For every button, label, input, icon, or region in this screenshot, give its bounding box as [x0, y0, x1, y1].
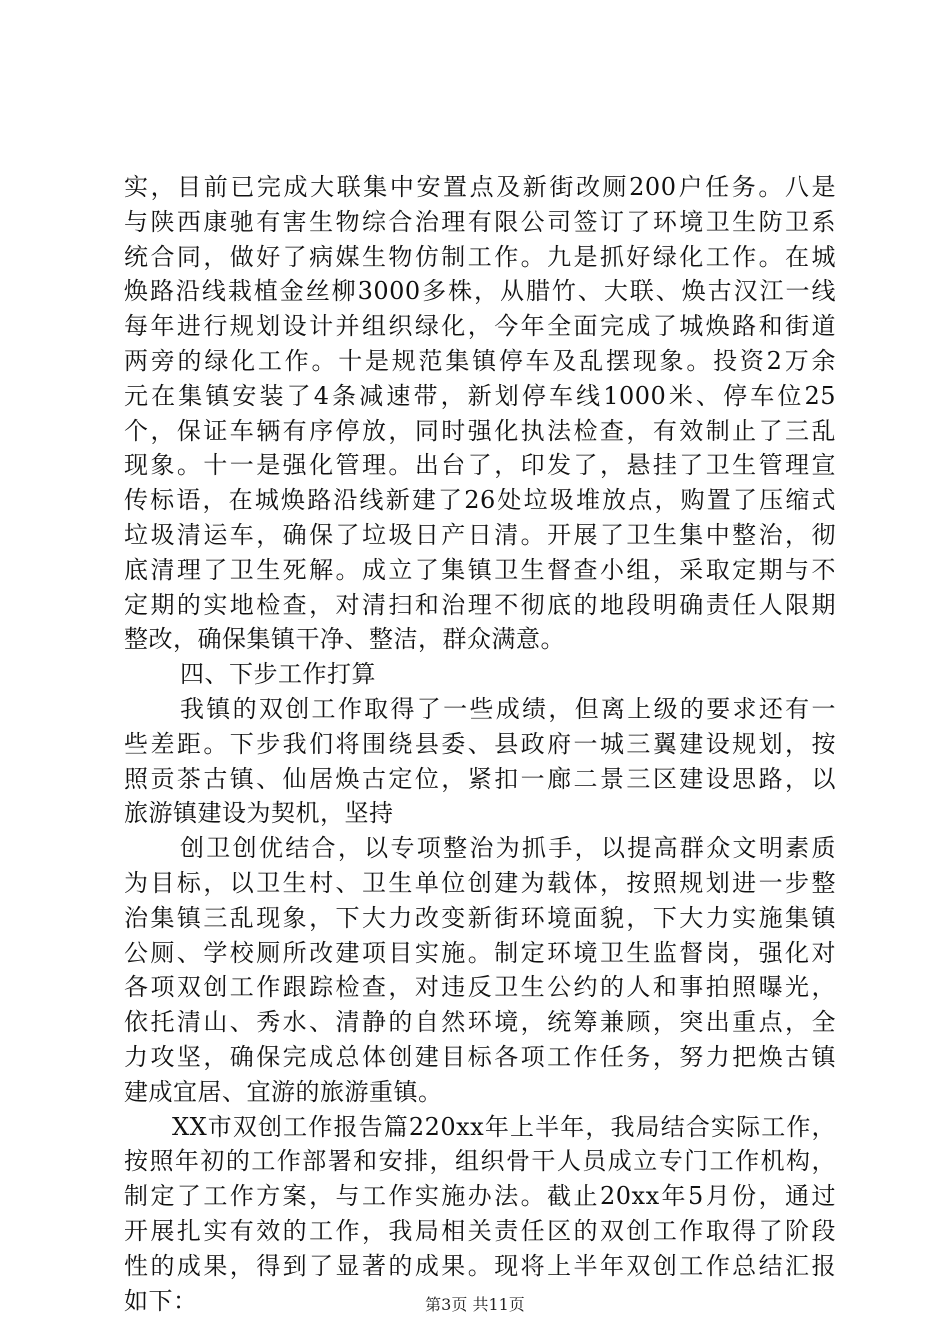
section-heading: 四、下步工作打算: [180, 660, 376, 689]
text-line: 为目标，以卫生村、卫生单位创建为载体，按照规划进一步整: [124, 868, 836, 897]
text-line: 各项双创工作跟踪检查，对违反卫生公约的人和事拍照曝光，: [124, 973, 836, 1002]
text-line: 开展扎实有效的工作，我局相关责任区的双创工作取得了阶段: [124, 1216, 836, 1245]
text-line: 垃圾清运车，确保了垃圾日产日清。开展了卫生集中整治，彻: [124, 520, 836, 549]
text-line: 建成宜居、宜游的旅游重镇。: [124, 1077, 443, 1106]
text-line: 个，保证车辆有序停放，同时强化执法检查，有效制止了三乱: [124, 416, 836, 445]
text-line: 治集镇三乱现象，下大力改变新街环境面貌，下大力实施集镇: [124, 903, 836, 932]
text-line: 依托清山、秀水、清静的自然环境，统筹兼顾，突出重点，全: [124, 1008, 836, 1037]
text-line: 我镇的双创工作取得了一些成绩，但离上级的要求还有一: [180, 694, 836, 723]
text-line: 焕路沿线栽植金丝柳3000多株，从腊竹、大联、焕古汉江一线: [124, 277, 836, 306]
text-line: 定期的实地检查，对清扫和治理不彻底的地段明确责任人限期: [124, 590, 836, 619]
page-number-footer: 第3页 共11页: [425, 1295, 525, 1314]
text-line: 整改，确保集镇干净、整洁，群众满意。: [124, 625, 565, 654]
document-body: [124, 170, 836, 1318]
text-line: 实，目前已完成大联集中安置点及新街改厕200户任务。八是: [124, 173, 836, 201]
text-line: 与陕西康驰有害生物综合治理有限公司签订了环境卫生防卫系: [124, 207, 836, 236]
text-line: 现象。十一是强化管理。出台了，印发了，悬挂了卫生管理宣: [124, 451, 836, 480]
text-line: 公厕、学校厕所改建项目实施。制定环境卫生监督岗，强化对: [124, 938, 836, 967]
text-line: 底清理了卫生死解。成立了集镇卫生督查小组，采取定期与不: [124, 555, 836, 584]
text-line: 按照年初的工作部署和安排，组织骨干人员成立专门工作机构，: [124, 1147, 836, 1176]
text-line: XX市双创工作报告篇220xx年上半年，我局结合实际工作，: [172, 1112, 836, 1141]
text-line: 每年进行规划设计并组织绿化，今年全面完成了城焕路和街道: [124, 312, 836, 341]
text-line: 些差距。下步我们将围绕县委、县政府一城三翼建设规划，按: [124, 729, 836, 758]
text-line: 力攻坚，确保完成总体创建目标各项工作任务，努力把焕古镇: [124, 1042, 836, 1071]
text-line: 传标语，在城焕路沿线新建了26处垃圾堆放点，购置了压缩式: [124, 486, 836, 515]
text-line: 如下：: [124, 1286, 198, 1315]
text-line: 性的成果，得到了显著的成果。现将上半年双创工作总结汇报: [124, 1251, 836, 1280]
text-line: 创卫创优结合，以专项整治为抓手，以提高群众文明素质: [180, 834, 836, 863]
text-line: 旅游镇建设为契机，坚持: [124, 799, 394, 828]
text-line: 照贡茶古镇、仙居焕古定位，紧扣一廊二景三区建设思路，以: [124, 764, 836, 793]
text-line: 两旁的绿化工作。十是规范集镇停车及乱摆现象。投资2万余: [124, 346, 836, 375]
text-line: 制定了工作方案，与工作实施办法。截止20xx年5月份，通过: [124, 1182, 836, 1211]
text-line: 统合同，做好了病媒生物仿制工作。九是抓好绿化工作。在城: [124, 242, 836, 271]
text-line: 元在集镇安装了4条减速带，新划停车线1000米、停车位25: [124, 381, 836, 410]
